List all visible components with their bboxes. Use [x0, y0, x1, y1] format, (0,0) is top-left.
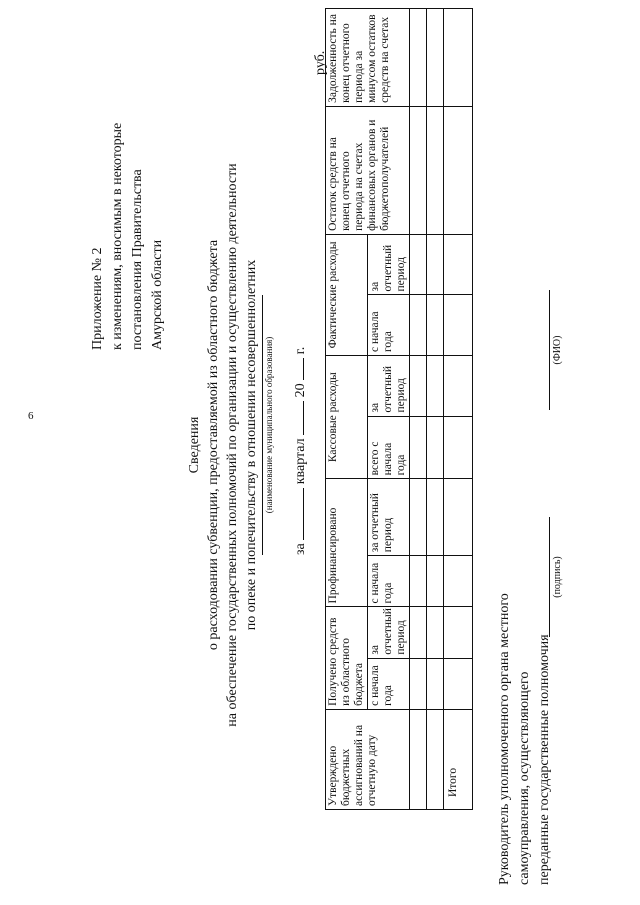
subheader-cash-total: всего с начала года	[368, 416, 410, 479]
year-blank	[290, 358, 304, 380]
table-cell	[410, 658, 427, 709]
table-cell	[427, 295, 444, 356]
currency-unit: руб.	[313, 50, 328, 75]
table-cell	[427, 356, 444, 417]
period-prefix: за	[293, 543, 308, 555]
table-cell	[444, 106, 473, 234]
quarter-blank	[290, 488, 304, 540]
table-cell	[427, 106, 444, 234]
header-received: Получено средств из областного бюджета	[326, 607, 368, 709]
municipality-field	[262, 295, 274, 555]
appendix-note	[88, 90, 168, 350]
table-cell	[444, 356, 473, 417]
name-underline	[549, 290, 550, 410]
table-row	[410, 9, 427, 810]
quarter-number-blank	[290, 401, 304, 435]
signature-caption: (подпись)	[552, 556, 563, 598]
table-cell	[444, 295, 473, 356]
header-balance: Остаток средств на конец отчетного периода на счетах финансовых органов и бюджетополучателей	[326, 106, 410, 234]
table-cell	[427, 416, 444, 479]
period-year-suffix: г.	[293, 346, 308, 355]
table-row	[427, 9, 444, 810]
signature-underline	[549, 517, 550, 637]
header-approved: Утверждено бюджетных ассигнований на отчетную дату	[326, 709, 410, 809]
table-cell	[427, 556, 444, 607]
table-cell	[410, 234, 427, 295]
table-cell	[427, 9, 444, 107]
table-cell	[410, 295, 427, 356]
table-cell	[427, 709, 444, 809]
signature-line-3: переданные государственные полномочия	[537, 634, 552, 885]
table-cell	[427, 234, 444, 295]
header-cash: Кассовые расходы	[326, 356, 368, 479]
table-cell	[444, 607, 473, 658]
subheader-financed-period: за отчетный период	[368, 479, 410, 556]
appendix-line-3: постановления Правительства	[130, 169, 145, 350]
table-cell	[410, 9, 427, 107]
table-cell	[427, 658, 444, 709]
table-cell	[444, 658, 473, 709]
appendix-line-2: к изменениям, вносимым в некоторые	[110, 122, 125, 350]
table-cell	[410, 416, 427, 479]
signature-block	[495, 505, 555, 885]
subheader-received-period: за отчетный период	[368, 607, 410, 658]
table-cell	[410, 479, 427, 556]
period-year-prefix: 20	[293, 383, 308, 398]
appendix-line-4: Амурской области	[150, 239, 165, 350]
heading-line-2: на обеспечение государственных полномочий по организации и осуществлению деятельности	[225, 163, 240, 727]
page-number: 6	[28, 410, 34, 422]
header-debt: Задолженность на конец отчетного периода за минусом остатков средств на счетах	[326, 9, 410, 107]
table-total-row	[444, 9, 473, 810]
table-cell	[427, 607, 444, 658]
subheader-received-from-start: с начала года	[368, 658, 410, 709]
report-table	[325, 8, 473, 810]
name-caption: (ФИО)	[552, 335, 563, 365]
table-cell	[444, 416, 473, 479]
table-cell	[410, 709, 427, 809]
table-cell	[444, 234, 473, 295]
total-label: Итого	[444, 709, 473, 809]
subheader-financed-from-start: с начала года	[368, 556, 410, 607]
header-actual: Фактические расходы	[326, 234, 368, 355]
document-heading	[185, 135, 261, 755]
table-cell	[444, 479, 473, 556]
signature-line-2: самоуправления, осуществляющего	[517, 671, 532, 885]
heading-title: Сведения	[187, 416, 202, 474]
subheader-actual-period: за отчетный период	[368, 234, 410, 295]
table-cell	[410, 106, 427, 234]
municipality-caption: (наименование муниципального образования)	[264, 336, 274, 514]
table-header-row	[326, 9, 368, 810]
subheader-actual-from-start: с начала года	[368, 295, 410, 356]
appendix-line-1: Приложение № 2	[90, 247, 105, 350]
heading-line-1: о расходовании субвенции, предоставляемой из областного бюджета	[206, 239, 221, 651]
table-cell	[444, 556, 473, 607]
municipality-line	[262, 295, 263, 555]
table-cell	[410, 607, 427, 658]
heading-line-3: по опеке и попечительству в отношении несовершеннолетних	[244, 259, 259, 631]
subheader-cash-period: за отчетный период	[368, 356, 410, 417]
table-cell	[410, 356, 427, 417]
report-period	[290, 295, 309, 555]
table-cell	[444, 9, 473, 107]
table-cell	[427, 479, 444, 556]
header-financed: Профинансировано	[326, 479, 368, 607]
table-cell	[410, 556, 427, 607]
period-quarter-label: квартал	[293, 438, 308, 485]
signature-line-1: Руководитель уполномоченного органа местного	[497, 593, 512, 885]
